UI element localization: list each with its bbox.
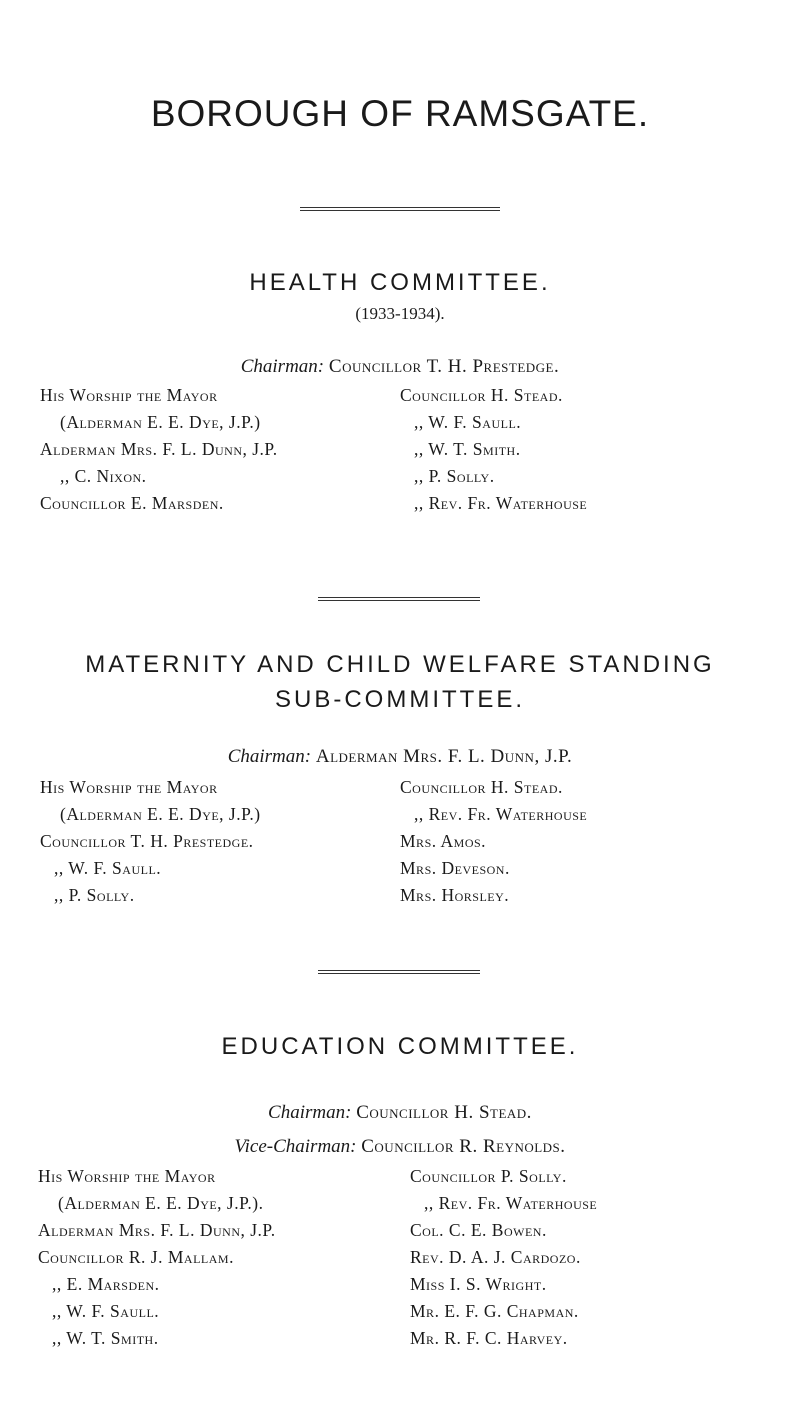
maternity-committee-heading: MATERNITY AND CHILD WELFARE STANDING (85, 651, 715, 678)
health-members-right (400, 382, 587, 517)
member: Col. C. E. Bowen. (410, 1220, 547, 1240)
member: Mr. R. F. C. Harvey. (410, 1328, 568, 1348)
chairman-label: Chairman: (227, 746, 312, 767)
member: (Alderman E. E. Dye, J.P.) (60, 412, 261, 432)
member: Councillor T. H. Prestedge. (40, 831, 254, 851)
member: ,, W. F. Saull. (54, 858, 162, 878)
member: Councillor P. Solly. (410, 1166, 567, 1186)
member: ,, W. F. Saull. (414, 412, 522, 432)
member: Councillor R. J. Mallam. (38, 1247, 234, 1267)
member: ,, W. F. Saull. (52, 1301, 160, 1321)
member: ,, C. Nixon. (60, 466, 147, 486)
vice-chairman-label: Vice-Chairman: (234, 1136, 357, 1157)
education-committee-heading: EDUCATION COMMITTEE. (221, 1033, 579, 1060)
member: Mrs. Deveson. (400, 858, 510, 878)
chairman-name: Alderman Mrs. F. L. Dunn, J.P. (315, 746, 573, 767)
education-members-left (38, 1163, 276, 1352)
vice-chairman-name: Councillor R. Reynolds. (361, 1136, 566, 1157)
member: His Worship the Mayor (40, 385, 218, 405)
member: Alderman Mrs. F. L. Dunn, J.P. (40, 439, 278, 459)
chairman-name: Councillor H. Stead. (356, 1102, 532, 1123)
member: ,, Rev. Fr. Waterhouse (424, 1193, 598, 1213)
section-divider (300, 207, 500, 211)
member: His Worship the Mayor (40, 777, 218, 797)
member: Alderman Mrs. F. L. Dunn, J.P. (38, 1220, 276, 1240)
member: ,, E. Marsden. (52, 1274, 160, 1294)
education-chairman-line (0, 1101, 800, 1125)
chairman-label: Chairman: (240, 356, 325, 377)
member: ,, Rev. Fr. Waterhouse (414, 804, 588, 824)
member: Rev. D. A. J. Cardozo. (410, 1247, 581, 1267)
maternity-committee-heading-line2: SUB-COMMITTEE. (275, 686, 525, 713)
member: Councillor E. Marsden. (40, 493, 224, 513)
member: Mrs. Amos. (400, 831, 487, 851)
health-committee-years: (1933-1934). (355, 304, 445, 323)
chairman-label: Chairman: (268, 1102, 352, 1123)
member: Mr. E. F. G. Chapman. (410, 1301, 579, 1321)
page-title: BOROUGH OF RAMSGATE. (150, 93, 650, 134)
member: ,, Rev. Fr. Waterhouse (414, 493, 588, 513)
member: ,, W. T. Smith. (414, 439, 521, 459)
member: Mrs. Horsley. (400, 885, 510, 905)
section-divider (318, 597, 480, 601)
chairman-name: Councillor T. H. Prestedge. (328, 356, 560, 377)
section-divider (318, 970, 480, 974)
health-members-left (40, 382, 278, 517)
education-vice-chairman-line (0, 1135, 800, 1159)
member: His Worship the Mayor (38, 1166, 216, 1186)
member: ,, P. Solly. (414, 466, 495, 486)
member: (Alderman E. E. Dye, J.P.) (60, 804, 261, 824)
member: (Alderman E. E. Dye, J.P.). (58, 1193, 264, 1213)
maternity-chairman-line (0, 745, 800, 769)
member: Councillor H. Stead. (400, 385, 563, 405)
health-committee-heading: HEALTH COMMITTEE. (249, 269, 551, 296)
member: Councillor H. Stead. (400, 777, 563, 797)
maternity-members-right (400, 774, 587, 909)
maternity-members-left (40, 774, 261, 909)
health-chairman-line (0, 355, 800, 379)
education-members-right (410, 1163, 597, 1352)
member: Miss I. S. Wright. (410, 1274, 547, 1294)
member: ,, P. Solly. (54, 885, 135, 905)
member: ,, W. T. Smith. (52, 1328, 159, 1348)
